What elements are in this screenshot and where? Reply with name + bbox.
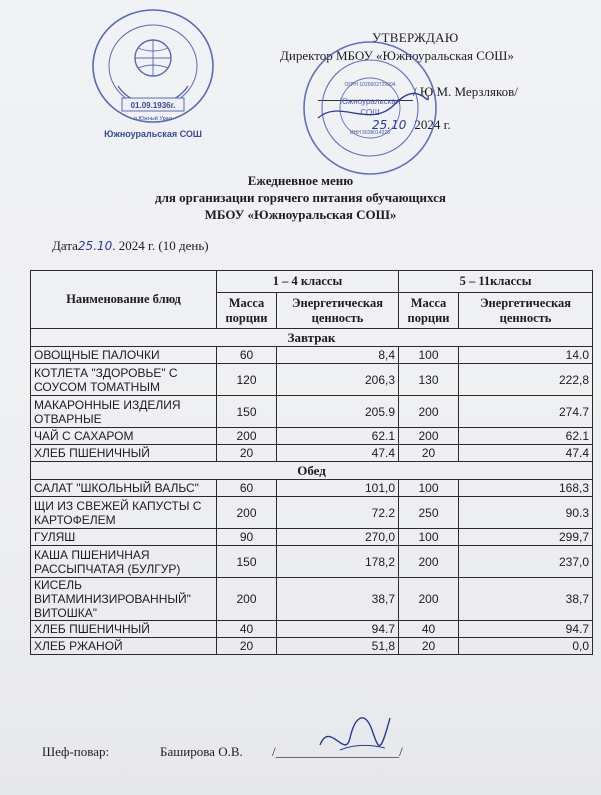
table-row	[31, 497, 593, 529]
mass-1-4: 150	[217, 396, 277, 428]
mass-5-11: 200	[399, 578, 459, 621]
logo-place: п.Южный Урал	[134, 116, 172, 122]
energy-5-11: 274.7	[459, 396, 593, 428]
mass-5-11: 250	[399, 497, 459, 529]
mass-1-4: 200	[217, 497, 277, 529]
section-title: Завтрак	[31, 329, 593, 347]
mass-1-4: 20	[217, 638, 277, 655]
energy-5-11: 90.3	[459, 497, 593, 529]
seal-inn: ИНН 5638014325	[349, 130, 391, 136]
chef-name: Баширова О.В.	[160, 744, 243, 759]
date-line	[52, 238, 209, 254]
dish-name: ГУЛЯШ	[31, 529, 217, 546]
energy-5-11: 168,3	[459, 480, 593, 497]
mass-5-11: 100	[399, 529, 459, 546]
seal-center-line2: СОШ	[360, 108, 380, 117]
menu-table-body	[31, 329, 593, 655]
mass-5-11: 130	[399, 364, 459, 396]
mass-1-4: 20	[217, 445, 277, 462]
mass-1-4: 120	[217, 364, 277, 396]
mass-5-11: 20	[399, 638, 459, 655]
menu-table	[30, 270, 593, 655]
mass-1-4: 200	[217, 578, 277, 621]
school-logo	[88, 6, 218, 146]
table-row	[31, 546, 593, 578]
table-row	[31, 445, 593, 462]
section-title: Обед	[31, 462, 593, 480]
date-handwritten: 25.10	[77, 239, 113, 253]
dish-name: САЛАТ "ШКОЛЬНЫЙ ВАЛЬС"	[31, 480, 217, 497]
energy-5-11: 47.4	[459, 445, 593, 462]
energy-1-4: 270,0	[277, 529, 399, 546]
energy-5-11: 0,0	[459, 638, 593, 655]
logo-school: Южноуральская СОШ	[104, 129, 202, 139]
logo-year: 01.09.1936г.	[130, 101, 176, 110]
col-energy-2: Энергетическая ценность	[459, 293, 593, 329]
energy-1-4: 206,3	[277, 364, 399, 396]
table-row	[31, 364, 593, 396]
col-dish-name: Наименование блюд	[31, 271, 217, 329]
table-row	[31, 529, 593, 546]
col-group-5-11: 5 – 11классы	[399, 271, 593, 293]
mass-1-4: 60	[217, 347, 277, 364]
mass-5-11: 200	[399, 546, 459, 578]
mass-5-11: 40	[399, 621, 459, 638]
title-line-1: Ежедневное меню	[247, 173, 354, 188]
dish-name: КАША ПШЕНИЧНАЯ РАССЫПЧАТАЯ (БУЛГУР)	[31, 546, 217, 578]
mass-5-11: 200	[399, 396, 459, 428]
dish-name: ХЛЕБ ПШЕНИЧНЫЙ	[31, 445, 217, 462]
date-year: . 2024	[112, 238, 145, 253]
mass-5-11: 100	[399, 347, 459, 364]
title-line-3: МБОУ «Южноуральская СОШ»	[204, 207, 397, 222]
energy-1-4: 38,7	[277, 578, 399, 621]
mass-5-11: 100	[399, 480, 459, 497]
mass-1-4: 150	[217, 546, 277, 578]
dish-name: МАКАРОННЫЕ ИЗДЕЛИЯ ОТВАРНЫЕ	[31, 396, 217, 428]
date-suffix: г. (10 день)	[148, 238, 209, 253]
energy-1-4: 178,2	[277, 546, 399, 578]
official-seal	[300, 38, 440, 178]
col-mass-2: Масса порции	[399, 293, 459, 329]
table-row	[31, 428, 593, 445]
energy-1-4: 8,4	[277, 347, 399, 364]
energy-1-4: 51,8	[277, 638, 399, 655]
approval-position: Директор МБОУ «Южноуральская СОШ»	[280, 48, 514, 63]
date-prefix: Дата	[52, 238, 78, 253]
dish-name: ХЛЕБ РЖАНОЙ	[31, 638, 217, 655]
table-row	[31, 578, 593, 621]
energy-5-11: 14.0	[459, 347, 593, 364]
energy-1-4: 205.9	[277, 396, 399, 428]
energy-1-4: 62.1	[277, 428, 399, 445]
section-row	[31, 329, 593, 347]
energy-5-11: 237,0	[459, 546, 593, 578]
approval-date-year: 2024 г.	[414, 117, 451, 132]
energy-1-4: 94.7	[277, 621, 399, 638]
chef-signature	[310, 700, 400, 770]
mass-1-4: 200	[217, 428, 277, 445]
dish-name: КОТЛЕТА "ЗДОРОВЬЕ" С СОУСОМ ТОМАТНЫМ	[31, 364, 217, 396]
energy-5-11: 38,7	[459, 578, 593, 621]
title-line-2: для организации горячего питания обучающихся	[155, 190, 446, 205]
mass-1-4: 40	[217, 621, 277, 638]
energy-5-11: 62.1	[459, 428, 593, 445]
energy-5-11: 299,7	[459, 529, 593, 546]
mass-1-4: 60	[217, 480, 277, 497]
seal-center-line1: Южноуральская	[339, 97, 401, 106]
mass-1-4: 90	[217, 529, 277, 546]
dish-name: ХЛЕБ ПШЕНИЧНЫЙ	[31, 621, 217, 638]
dish-name: ЧАЙ С САХАРОМ	[31, 428, 217, 445]
dish-name: ОВОЩНЫЕ ПАЛОЧКИ	[31, 347, 217, 364]
dish-name: ЩИ ИЗ СВЕЖЕЙ КАПУСТЫ С КАРТОФЕЛЕМ	[31, 497, 217, 529]
mass-5-11: 200	[399, 428, 459, 445]
energy-1-4: 47.4	[277, 445, 399, 462]
table-row	[31, 347, 593, 364]
energy-5-11: 222,8	[459, 364, 593, 396]
dish-name: КИСЕЛЬ ВИТАМИНИЗИРОВАННЫЙ" ВИТОШКА"	[31, 578, 217, 621]
chef-signature-line: /___________________/	[272, 744, 403, 759]
seal-ogrn: ОГРН 1025602729394	[344, 82, 396, 88]
energy-5-11: 94.7	[459, 621, 593, 638]
col-group-1-4: 1 – 4 классы	[217, 271, 399, 293]
section-row	[31, 462, 593, 480]
approval-signature-name: / Ю.М. Мерзляков/	[413, 84, 518, 99]
table-row	[31, 621, 593, 638]
table-row	[31, 396, 593, 428]
mass-5-11: 20	[399, 445, 459, 462]
col-energy-1: Энергетическая ценность	[277, 293, 399, 329]
energy-1-4: 72.2	[277, 497, 399, 529]
approval-date-hand: 25.10	[372, 118, 407, 132]
chef-role: Шеф-повар:	[42, 744, 110, 759]
col-mass-1: Масса порции	[217, 293, 277, 329]
approval-title: УТВЕРЖДАЮ	[372, 30, 459, 45]
table-row	[31, 480, 593, 497]
menu-title	[0, 172, 601, 223]
energy-1-4: 101,0	[277, 480, 399, 497]
table-row	[31, 638, 593, 655]
